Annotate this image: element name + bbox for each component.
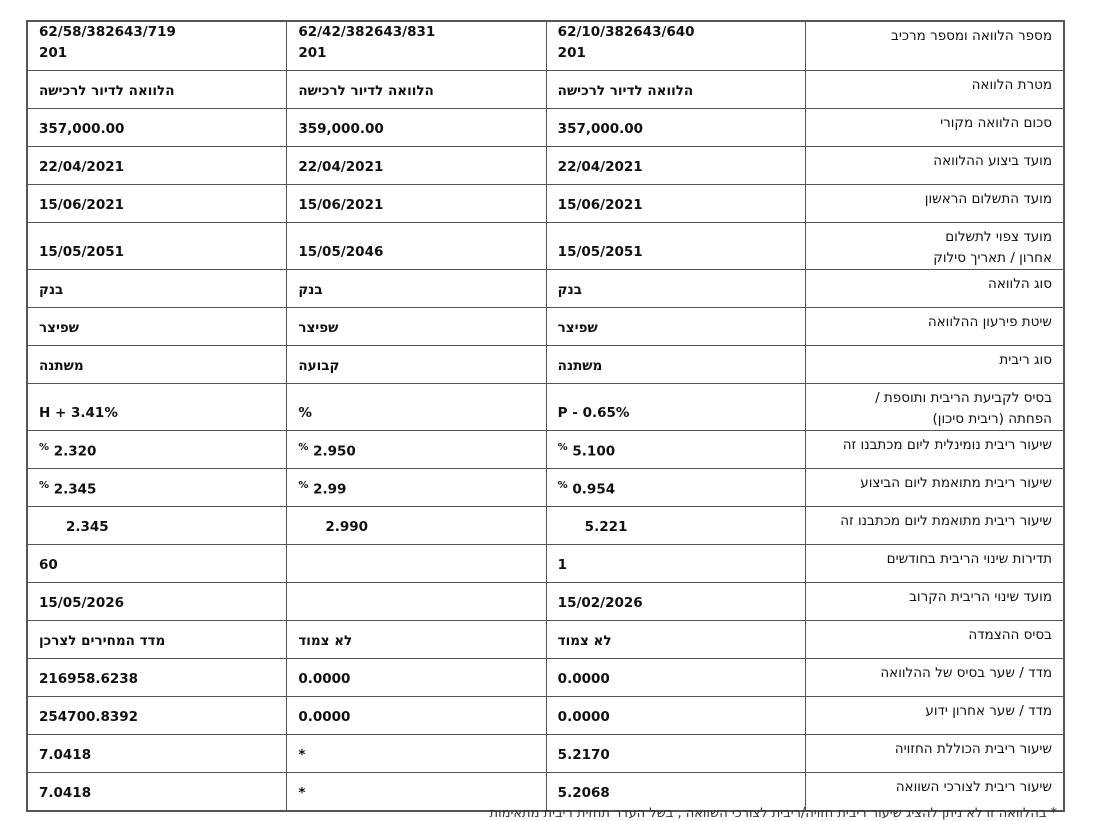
loan-3-value: 15/05/2051 — [28, 223, 287, 270]
loan-2-value: 62/42/382643/831 201 — [287, 22, 546, 71]
loan-2-value: 2.950 % — [287, 431, 546, 469]
row-label: מועד שינוי הריבית הקרוב — [806, 583, 1064, 621]
loan-3-value: 7.0418 — [28, 735, 287, 773]
loan-1-value: 0.0000 — [546, 659, 805, 697]
row-label: מועד צפוי לתשלום אחרון / תאריך סילוק — [806, 223, 1064, 270]
loan-1-value: 0.954 % — [546, 469, 805, 507]
loan-2-value: 15/06/2021 — [287, 185, 546, 223]
loan-3-value: הלוואה לדיור לרכישה — [28, 71, 287, 109]
percent-sign: % — [298, 479, 309, 491]
row-label: מדד / שער אחרון ידוע — [806, 697, 1064, 735]
row-label: שיעור ריבית מתואמת ליום הביצוע — [806, 469, 1064, 507]
loan-3-value: 357,000.00 — [28, 109, 287, 147]
percent-sign: % — [39, 479, 50, 491]
loan-2-value: בנק — [287, 270, 546, 308]
table-row — [28, 659, 1064, 697]
table-row — [28, 308, 1064, 346]
table-row — [28, 697, 1064, 735]
percent-sign: % — [557, 479, 568, 491]
row-label: בסיס ההצמדה — [806, 621, 1064, 659]
loan-2-value: 0.0000 — [287, 697, 546, 735]
row-label: מועד ביצוע ההלוואה — [806, 147, 1064, 185]
loan-1-value: שפיצר — [546, 308, 805, 346]
loan-1-value: P - 0.65% — [546, 384, 805, 431]
loan-3-value: 2.345 % — [28, 469, 287, 507]
percent-sign: % — [39, 441, 50, 453]
table-row — [28, 22, 1064, 71]
loan-2-value: 22/04/2021 — [287, 147, 546, 185]
table-row — [28, 507, 1064, 545]
table-row — [28, 469, 1064, 507]
row-label: סכום הלוואה מקורי — [806, 109, 1064, 147]
loan-2-value: 0.0000 — [287, 659, 546, 697]
table-row — [28, 621, 1064, 659]
row-label: שיעור ריבית הכוללת החזויה — [806, 735, 1064, 773]
loan-3-value: מדד המחירים לצרכן — [28, 621, 287, 659]
loan-2-value — [287, 545, 546, 583]
loan-1-value: 15/06/2021 — [546, 185, 805, 223]
loan-3-value: שפיצר — [28, 308, 287, 346]
table-row — [28, 147, 1064, 185]
loan-1-value: בנק — [546, 270, 805, 308]
row-label: מטרת הלוואה — [806, 71, 1064, 109]
loan-1-value: 5.221 — [546, 507, 805, 545]
loan-1-value: 15/02/2026 — [546, 583, 805, 621]
loan-1-value: לא צמוד — [546, 621, 805, 659]
loan-2-value: 359,000.00 — [287, 109, 546, 147]
loan-details-table — [26, 20, 1065, 812]
table-row — [28, 384, 1064, 431]
loan-3-value: 22/04/2021 — [28, 147, 287, 185]
row-label: שיעור ריבית נומינלית ליום מכתבנו זה — [806, 431, 1064, 469]
loan-3-value: 15/06/2021 — [28, 185, 287, 223]
loan-3-value: 216958.6238 — [28, 659, 287, 697]
row-label: מועד התשלום הראשון — [806, 185, 1064, 223]
loan-1-value: 22/04/2021 — [546, 147, 805, 185]
table-row — [28, 583, 1064, 621]
loan-2-value: הלוואה לדיור לרכישה — [287, 71, 546, 109]
loan-3-value: 254700.8392 — [28, 697, 287, 735]
loan-3-value: 2.345 — [28, 507, 287, 545]
table-row — [28, 431, 1064, 469]
loan-2-value: שפיצר — [287, 308, 546, 346]
table-row — [28, 109, 1064, 147]
loan-1-value: 0.0000 — [546, 697, 805, 735]
loan-1-value: 62/10/382643/640 201 — [546, 22, 805, 71]
loan-2-value — [287, 583, 546, 621]
loan-2-value: % — [287, 384, 546, 431]
table-row — [28, 270, 1064, 308]
loan-1-value: 5.2068 — [546, 773, 805, 811]
loan-1-value: משתנה — [546, 346, 805, 384]
loan-2-value: 15/05/2046 — [287, 223, 546, 270]
loan-3-value: 15/05/2026 — [28, 583, 287, 621]
row-label: סוג הלוואה — [806, 270, 1064, 308]
table-row — [28, 71, 1064, 109]
loan-3-value: H + 3.41% — [28, 384, 287, 431]
loan-3-value: 62/58/382643/719 201 — [28, 22, 287, 71]
loan-1-value: 357,000.00 — [546, 109, 805, 147]
loan-2-value: 2.99 % — [287, 469, 546, 507]
loan-1-value: הלוואה לדיור לרכישה — [546, 71, 805, 109]
loan-3-value: 2.320 % — [28, 431, 287, 469]
loan-2-value: קבועה — [287, 346, 546, 384]
loan-2-value: לא צמוד — [287, 621, 546, 659]
row-label: תדירות שינוי הריבית בחודשים — [806, 545, 1064, 583]
row-label: שיטת פירעון ההלוואה — [806, 308, 1064, 346]
row-label: שיעור ריבית מתואמת ליום מכתבנו זה — [806, 507, 1064, 545]
table-row — [28, 735, 1064, 773]
row-label: מדד / שער בסיס של ההלוואה — [806, 659, 1064, 697]
table-row — [28, 545, 1064, 583]
table-row — [28, 185, 1064, 223]
percent-sign: % — [557, 441, 568, 453]
loan-1-value: 15/05/2051 — [546, 223, 805, 270]
loan-1-value: 5.100 % — [546, 431, 805, 469]
loan-2-value: * — [287, 735, 546, 773]
loan-2-value: 2.990 — [287, 507, 546, 545]
footnote: * בהלוואה זו לא ניתן להציג שיעור ריבית חזויה/ריבית לצורכי השוואה , בשל העדר תחזית ריבית מתאימות — [489, 806, 1057, 821]
loan-3-value: 7.0418 — [28, 773, 287, 811]
row-label: בסיס לקביעת הריבית ותוספת / הפחתה (ריבית סיכון) — [806, 384, 1064, 431]
loan-1-value: 1 — [546, 545, 805, 583]
loan-3-value: 60 — [28, 545, 287, 583]
loan-1-value: 5.2170 — [546, 735, 805, 773]
row-label: שיעור ריבית לצורכי השוואה — [806, 773, 1064, 811]
table-row — [28, 223, 1064, 270]
row-label: מספר הלוואה ומספר מרכיב — [806, 22, 1064, 71]
loan-3-value: משתנה — [28, 346, 287, 384]
row-label: סוג ריבית — [806, 346, 1064, 384]
loan-3-value: בנק — [28, 270, 287, 308]
table-row — [28, 773, 1064, 811]
loan-2-value: * — [287, 773, 546, 811]
table-row — [28, 346, 1064, 384]
percent-sign: % — [298, 441, 309, 453]
